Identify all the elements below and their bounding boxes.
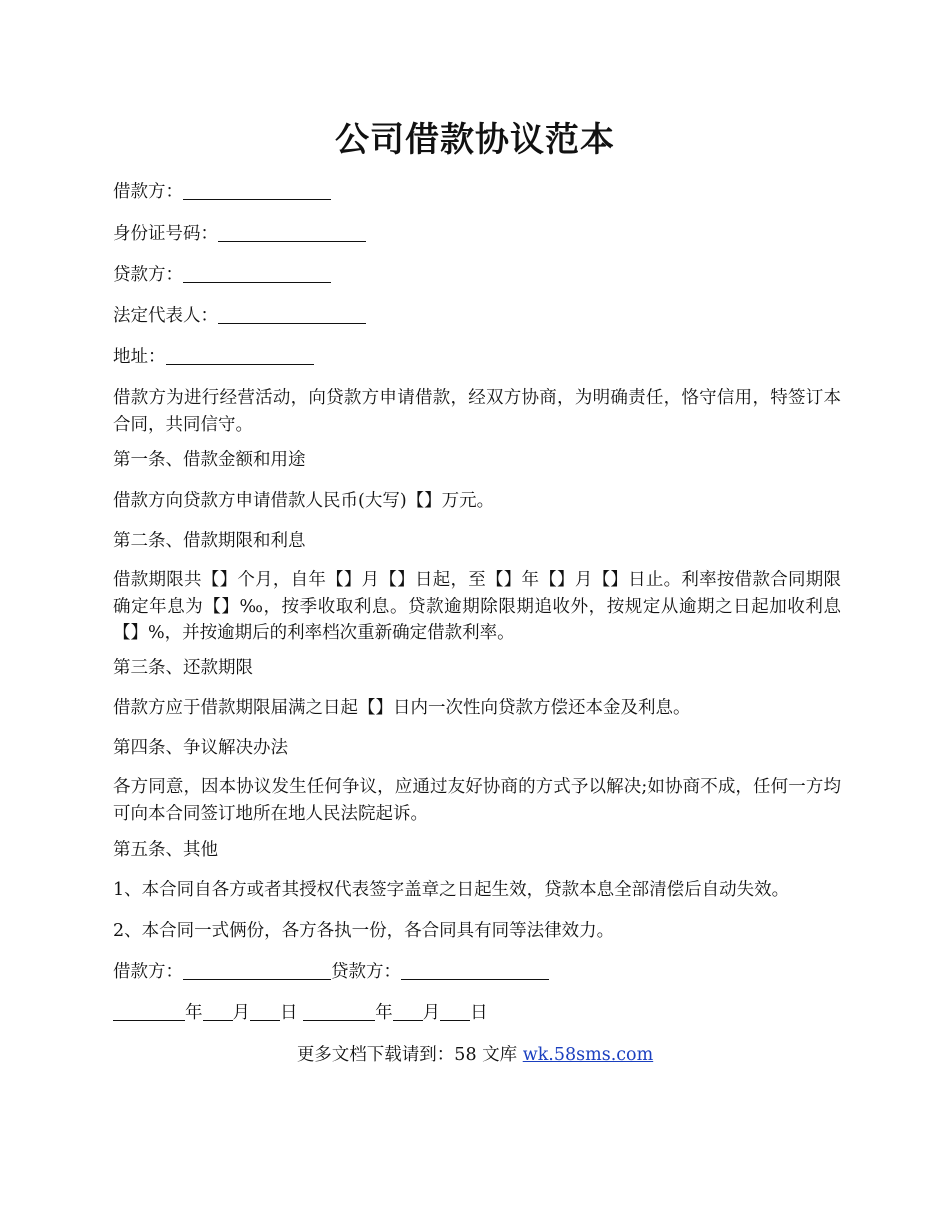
- article2-heading: 第二条、借款期限和利息: [113, 531, 306, 551]
- date1-month-blank: [203, 1002, 233, 1021]
- article5-item1: 1、本合同自各方或者其授权代表签字盖章之日起生效，贷款本息全部清偿后自动失效。: [113, 880, 790, 900]
- signature-lender-label: 贷款方：: [331, 962, 401, 982]
- date2-month-label: 月: [422, 1003, 441, 1023]
- lender-blank: [183, 264, 331, 283]
- id-number-field: [113, 220, 841, 248]
- date2-month-blank: [393, 1002, 423, 1021]
- signature-parties: [113, 958, 841, 986]
- id-number-label: 身份证号码：: [113, 224, 218, 244]
- borrower-field: [113, 178, 841, 206]
- date1-day-label: 日: [280, 1003, 298, 1023]
- borrower-label: 借款方：: [113, 182, 183, 202]
- footer-link[interactable]: wk.58sms.com: [522, 1045, 654, 1065]
- date2-year-label: 年: [375, 1003, 393, 1023]
- lender-field: [113, 261, 841, 289]
- article5-item2: 2、本合同一式俩份，各方各执一份，各合同具有同等法律效力。: [113, 921, 615, 941]
- document-title: 公司借款协议范本: [335, 120, 615, 160]
- article4-body: 各方同意，因本协议发生任何争议，应通过友好协商的方式予以解决;如协商不成，任何一方均可向本合同签订地所在地人民法院起诉。: [113, 777, 841, 824]
- date2-day-blank: [440, 1002, 470, 1021]
- intro-paragraph: 借款方为进行经营活动，向贷款方申请借款，经双方协商，为明确责任，恪守信用，特签订本合同，共同信守。: [113, 388, 841, 435]
- signature-lender-blank: [401, 961, 549, 980]
- date2-day-label: 日: [470, 1003, 488, 1023]
- footer-text: 更多文档下载请到：58 文库: [296, 1045, 523, 1065]
- signature-borrower-blank: [183, 961, 331, 980]
- legal-rep-blank: [218, 305, 366, 324]
- date2-year-blank: [303, 1002, 375, 1021]
- id-number-blank: [218, 223, 366, 242]
- date1-day-blank: [250, 1002, 280, 1021]
- article3-body: 借款方应于借款期限届满之日起【】日内一次性向贷款方偿还本金及利息。: [113, 698, 691, 718]
- lender-label: 贷款方：: [113, 265, 183, 285]
- legal-rep-label: 法定代表人：: [113, 306, 218, 326]
- signature-borrower-label: 借款方：: [113, 962, 183, 982]
- date1-year-blank: [113, 1002, 185, 1021]
- footer: [0, 1041, 950, 1069]
- article2-body: 借款期限共【】个月，自年【】月【】日起，至【】年【】月【】日止。利率按借款合同期限确定年息为【】‰，按季收取利息。贷款逾期除限期追收外，按规定从逾期之日起加收利息【】%，并按逾期后的利率档次重新确定借款利率。: [113, 570, 841, 643]
- address-field: [113, 343, 841, 371]
- article1-body: 借款方向贷款方申请借款人民币(大写)【】万元。: [113, 491, 495, 511]
- address-blank: [166, 346, 314, 365]
- legal-rep-field: [113, 302, 841, 330]
- article5-heading: 第五条、其他: [113, 840, 218, 860]
- signature-dates: [113, 999, 841, 1027]
- address-label: 地址：: [113, 347, 166, 367]
- article4-heading: 第四条、争议解决办法: [113, 738, 288, 758]
- article1-heading: 第一条、借款金额和用途: [113, 450, 306, 470]
- date1-year-label: 年: [185, 1003, 203, 1023]
- article3-heading: 第三条、还款期限: [113, 658, 253, 678]
- date1-month-label: 月: [232, 1003, 250, 1023]
- borrower-blank: [183, 181, 331, 200]
